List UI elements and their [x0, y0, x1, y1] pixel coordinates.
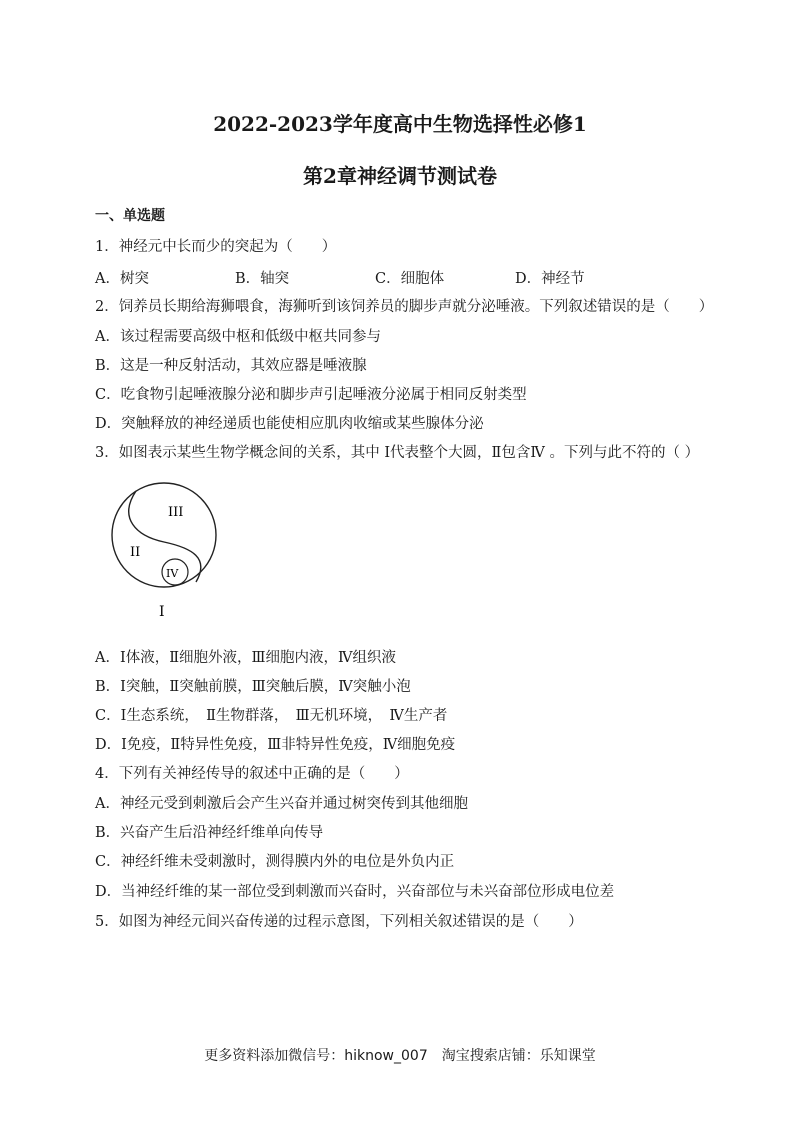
question-3-stem: 3．如图表示某些生物学概念间的关系，其中 Ⅰ代表整个大圆，Ⅱ包含Ⅳ 。下列与此不符的（ ）	[95, 445, 700, 461]
s-curve-divider	[129, 491, 201, 582]
q2-option-d: D．突触释放的神经递质也能使相应肌肉收缩或某些腺体分泌	[95, 416, 484, 432]
q1-option-c: C．细胞体	[375, 271, 445, 287]
question-5-stem: 5．如图为神经元间兴奋传递的过程示意图，下列相关叙述错误的是（ ）	[95, 914, 583, 930]
q3-option-b: B．Ⅰ突触，Ⅱ突触前膜，Ⅲ突触后膜，Ⅳ突触小泡	[95, 679, 411, 695]
question-4-stem: 4．下列有关神经传导的叙述中正确的是（ ）	[95, 766, 409, 782]
document-subtitle: 第2章神经调节测试卷	[303, 164, 497, 188]
q1-option-d: D．神经节	[515, 271, 585, 287]
question-2-stem: 2．饲养员长期给海狮喂食，海狮听到该饲养员的脚步声就分泌唾液。下列叙述错误的是（ ）	[95, 299, 714, 315]
label-II: II	[130, 545, 141, 560]
q3-option-a: A．Ⅰ体液，Ⅱ细胞外液，Ⅲ细胞内液，Ⅳ组织液	[95, 650, 397, 666]
question-1-options	[95, 267, 715, 287]
q2-option-b: B．这是一种反射活动，其效应器是唾液腺	[95, 358, 367, 374]
q3-option-d: D．Ⅰ免疫，Ⅱ特异性免疫，Ⅲ非特异性免疫，Ⅳ细胞免疫	[95, 737, 456, 753]
q1-option-a: A．树突	[95, 271, 149, 287]
label-III: III	[168, 505, 184, 520]
q2-option-c: C．吃食物引起唾液腺分泌和脚步声引起唾液分泌属于相同反射类型	[95, 387, 527, 403]
label-I: I	[159, 604, 165, 620]
q1-option-b: B．轴突	[235, 271, 290, 287]
concept-relationship-diagram	[108, 478, 238, 628]
q2-option-a: A．该过程需要高级中枢和低级中枢共同参与	[95, 329, 381, 345]
q4-option-d: D．当神经纤维的某一部位受到刺激而兴奋时，兴奋部位与未兴奋部位形成电位差	[95, 884, 615, 900]
q4-option-c: C．神经纤维未受刺激时，测得膜内外的电位是外负内正	[95, 854, 455, 870]
question-1-stem: 1．神经元中长而少的突起为（ ）	[95, 239, 337, 255]
label-IV: IV	[166, 567, 179, 580]
q3-option-c: C．Ⅰ生态系统， Ⅱ生物群落， Ⅲ无机环境， Ⅳ生产者	[95, 708, 448, 724]
page-footer: 更多资料添加微信号：hiknow_007 淘宝搜索店铺：乐知课堂	[204, 1048, 596, 1064]
q4-option-b: B．兴奋产生后沿神经纤维单向传导	[95, 825, 324, 841]
q4-option-a: A．神经元受到刺激后会产生兴奋并通过树突传到其他细胞	[95, 796, 468, 812]
document-title: 2022-2023学年度高中生物选择性必修1	[213, 112, 587, 136]
section-heading: 一、单选题	[95, 208, 165, 224]
